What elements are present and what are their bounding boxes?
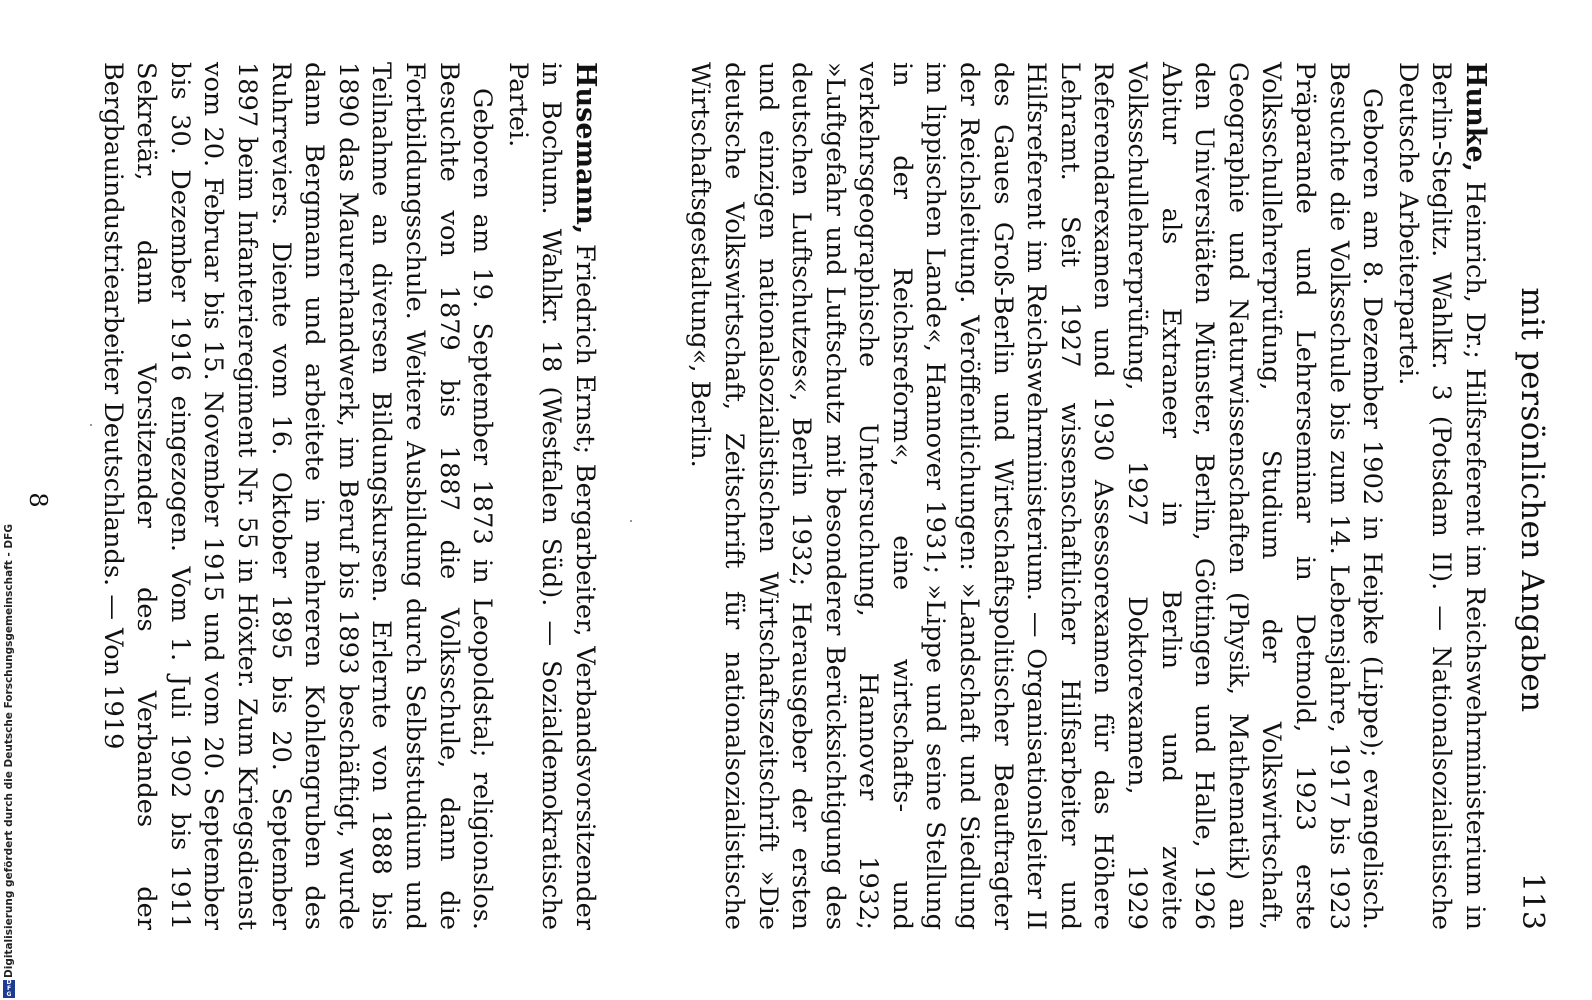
running-header [1510, 70, 1550, 930]
biography-entry-husemann [95, 62, 602, 930]
entry-headword: Husemann, [570, 62, 601, 235]
entry-intro [1390, 62, 1492, 930]
entry-headword: Hunke, [1460, 62, 1491, 173]
scan-speck [630, 520, 632, 522]
page-number: 113 [1515, 872, 1550, 930]
entry-intro-text: Friedrich Ernst; Bergarbeiter, Verbandsvorsitzender in Bochum. Wahlkr. 18 (Westfalen Süd). — Sozialdemokratische Partei. [502, 62, 600, 930]
entry-intro-text: Heinrich, Dr.; Hilfsreferent im Reichswehrministerium in Berlin-Steglitz. Wahlkr. 3 (Potsdam II). — Nationalsozialistische Deutsche Arbeiterpartei. [1392, 62, 1490, 930]
digitization-credit [2, 0, 16, 1000]
dfg-logo-icon: D F G [3, 980, 15, 998]
signature-mark: 8 [24, 492, 52, 508]
credit-text: Digitalisierung gefördert durch die Deutsche Forschungsgemeinschaft - DFG [3, 524, 15, 978]
biography-entry-hunke [683, 62, 1492, 930]
entry-body: Geboren am 19. September 1873 in Leopoldstal; religionslos. Besuchte von 1879 bis 1887 die Volksschule, dann die Fortbildungsschule. Weitere Ausbildung durch Selbststudium und Teilnahme an diversen Bildungskursen. Erlernte von 1888 bis 1890 das Maurerhandwerk, im Beruf bis 1893 beschäftigt, wurde dann Bergmann und arbeitete in mehreren Kohlengruben des Ruhrreviers. Diente vom 16. Oktober 1895 bis 20. September 1897 beim Infanterieregiment Nr. 55 in Höxter. Zum Kriegsdienst vom 20. Februar bis 15. November 1915 und vom 20. September bis 30. Dezember 1916 eingezogen. Vom 1. Juli 1902 bis 1911 Sekretär, dann Vorsitzender des Verbandes der Bergbauindustriearbeiter Deutschlands. — Von 1919 [97, 62, 498, 930]
scan-speck [90, 424, 92, 426]
entry-intro [500, 62, 602, 930]
page-title: mit persönlichen Angaben [1514, 287, 1550, 713]
entry-body: Geboren am 8. Dezember 1902 in Heipke (Lippe); evangelisch. Besuchte die Volksschule bis zum 14. Lebensjahre, 1917 bis 1923 Präparande und Lehrerseminar in Detmold, 1923 erste Volksschullehrerprüfung, Studium der Volkswirtschaft, Geographie und Naturwissenschaften (Physik, Mathematik) an den Universitäten Münster, Berlin, Göttingen und Halle, 1926 Abitur als Extraneer in Berlin und zweite Volksschullehrerprüfung, 1927 Doktorexamen, 1929 Referendarexamen und 1930 Assessorexamen für das Höhere Lehramt. Seit 1927 wissenschaftlicher Hilfsarbeiter und Hilfsreferent im Reichswehrministerium. — Organisationsleiter II des Gaues Groß-Berlin und Wirtschaftspolitischer Beauftragter der Reichsleitung. Veröffentlichungen: »Landschaft und Siedlung im lippischen Lande«, Hannover 1931; »Lippe und seine Stellung in der Reichsreform«, eine wirtschafts- und verkehrsgeographische Untersuchung, Hannover 1932; »Luftgefahr und Luftschutz mit besonderer Berücksichtigung des deutschen Luftschutzes«, Berlin 1932; Herausgeber der ersten und einzigen nationalsozialistischen Wirtschaftszeitschrift »Die deutsche Volkswirtschaft, Zeitschrift für nationalsozialistische Wirtschaftsgestaltung«, Berlin. [685, 62, 1388, 930]
